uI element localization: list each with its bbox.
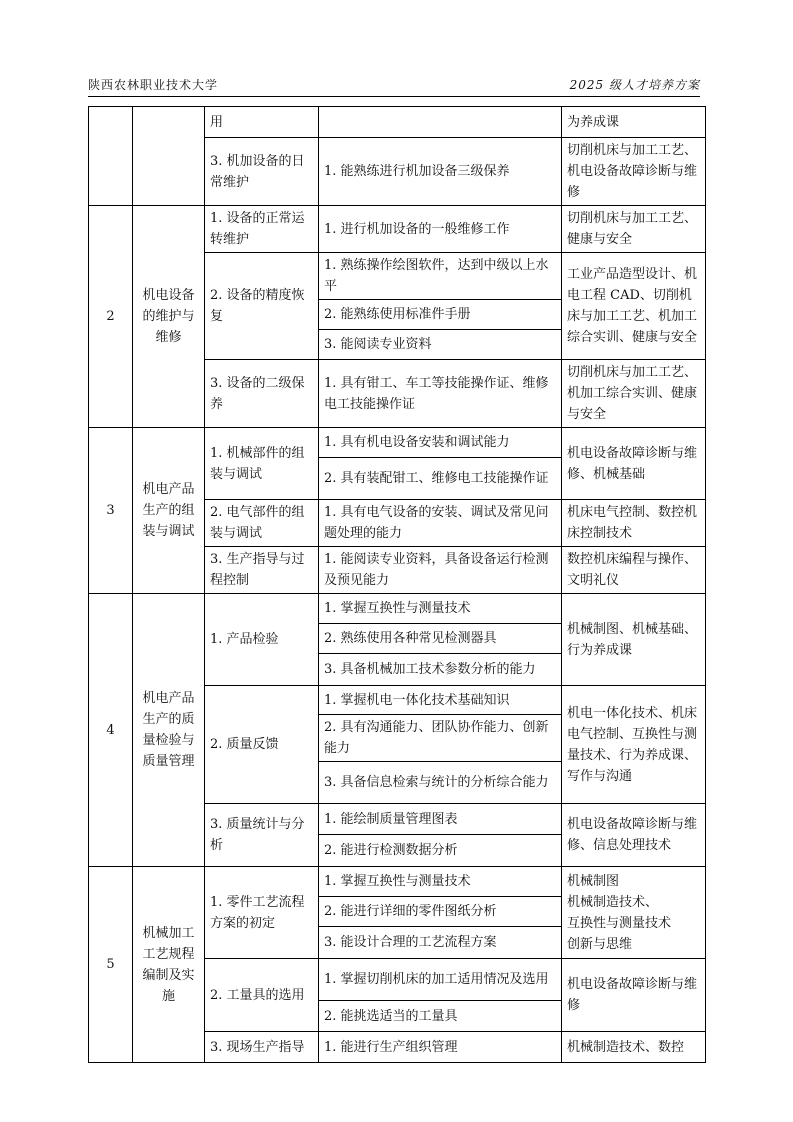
- course-cell: 机电一体化技术、机床电气控制、互换性与测量技术、行为养成课、写作与沟通: [562, 686, 706, 804]
- school-name: 陕西农林职业技术大学: [88, 78, 219, 92]
- work-area: [133, 107, 205, 206]
- skill-cell: 1. 能阅读专业资料，具备设备运行检测及预见能力: [319, 547, 562, 594]
- table-row: [89, 594, 706, 624]
- course-cell: 机械制造技术、数控: [562, 1032, 706, 1063]
- task-cell: 2. 质量反馈: [205, 686, 319, 804]
- competency-table: [88, 106, 706, 1063]
- skill-cell: 1. 能熟练进行机加设备三级保养: [319, 138, 562, 206]
- task-cell: 3. 现场生产指导: [205, 1032, 319, 1063]
- course-cell: 机电设备故障诊断与维修、信息处理技术: [562, 804, 706, 867]
- course-cell: 切削机床与加工工艺、机加工综合实训、健康与安全: [562, 360, 706, 428]
- skill-cell: 3. 能阅读专业资料: [319, 330, 562, 360]
- skill-cell: 2. 熟练使用各种常见检测器具: [319, 624, 562, 654]
- task-cell: 1. 设备的正常运转维护: [205, 206, 319, 253]
- course-cell: 切削机床与加工工艺、健康与安全: [562, 206, 706, 253]
- item-number: 2: [89, 206, 133, 428]
- skill-cell: 1. 掌握切削机床的加工适用情况及选用: [319, 959, 562, 1001]
- skill-cell: 3. 具备机械加工技术参数分析的能力: [319, 654, 562, 686]
- skill-cell: 3. 具备信息检索与统计的分析综合能力: [319, 762, 562, 804]
- skill-cell: 2. 能挑选适当的工量具: [319, 1001, 562, 1032]
- plan-title: 2025 级人才培养方案: [569, 78, 700, 92]
- item-number: 5: [89, 867, 133, 1063]
- header-rule: [88, 96, 700, 97]
- table-row: [89, 206, 706, 253]
- skill-cell: 1. 能进行生产组织管理: [319, 1032, 562, 1063]
- skill-cell: 3. 能设计合理的工艺流程方案: [319, 927, 562, 959]
- course-cell: 机械制图 机械制造技术、 互换性与测量技术 创新与思维: [562, 867, 706, 959]
- course-cell: 为养成课: [562, 107, 706, 138]
- skill-cell: 2. 具有沟通能力、团队协作能力、创新能力: [319, 715, 562, 762]
- skill-cell: 2. 能进行检测数据分析: [319, 835, 562, 867]
- task-cell: 3. 生产指导与过程控制: [205, 547, 319, 594]
- skill-cell: 1. 熟练操作绘图软件，达到中级以上水平: [319, 253, 562, 300]
- task-cell: 3. 质量统计与分析: [205, 804, 319, 867]
- table-row: [89, 428, 706, 458]
- course-cell: 机电设备故障诊断与维修、机械基础: [562, 428, 706, 500]
- work-area: 机电设备的维护与维修: [133, 206, 205, 428]
- work-area: 机械加工工艺规程编制及实施: [133, 867, 205, 1063]
- task-cell: 2. 电气部件的组装与调试: [205, 500, 319, 547]
- work-area: 机电产品生产的质量检验与质量管理: [133, 594, 205, 867]
- task-cell: 用: [205, 107, 319, 138]
- course-cell: 切削机床与加工工艺、机电设备故障诊断与维修: [562, 138, 706, 206]
- item-number: 3: [89, 428, 133, 594]
- course-cell: 数控机床编程与操作、文明礼仪: [562, 547, 706, 594]
- skill-cell: 2. 能熟练使用标准件手册: [319, 300, 562, 330]
- course-cell: 机械制图、机械基础、行为养成课: [562, 594, 706, 686]
- work-area: 机电产品生产的组装与调试: [133, 428, 205, 594]
- skill-cell: 1. 掌握互换性与测量技术: [319, 594, 562, 624]
- page-header: [88, 74, 700, 94]
- task-cell: 2. 设备的精度恢复: [205, 253, 319, 360]
- task-cell: 1. 零件工艺流程方案的初定: [205, 867, 319, 959]
- skill-cell: 1. 能绘制质量管理图表: [319, 804, 562, 835]
- course-cell: 机床电气控制、数控机床控制技术: [562, 500, 706, 547]
- skill-cell: [319, 107, 562, 138]
- task-cell: 2. 工量具的选用: [205, 959, 319, 1032]
- item-number: [89, 107, 133, 206]
- course-cell: 工业产品造型设计、机电工程 CAD、切削机床与加工工艺、机加工综合实训、健康与安全: [562, 253, 706, 360]
- task-cell: 1. 机械部件的组装与调试: [205, 428, 319, 500]
- course-cell: 机电设备故障诊断与维修: [562, 959, 706, 1032]
- skill-cell: 1. 具有钳工、车工等技能操作证、维修电工技能操作证: [319, 360, 562, 428]
- skill-cell: 1. 掌握互换性与测量技术: [319, 867, 562, 897]
- task-cell: 1. 产品检验: [205, 594, 319, 686]
- task-cell: 3. 机加设备的日常维护: [205, 138, 319, 206]
- skill-cell: 2. 能进行详细的零件图纸分析: [319, 897, 562, 927]
- table-row: [89, 107, 706, 138]
- skill-cell: 1. 具有机电设备安装和调试能力: [319, 428, 562, 458]
- task-cell: 3. 设备的二级保养: [205, 360, 319, 428]
- skill-cell: 1. 掌握机电一体化技术基础知识: [319, 686, 562, 715]
- item-number: 4: [89, 594, 133, 867]
- skill-cell: 1. 进行机加设备的一般维修工作: [319, 206, 562, 253]
- skill-cell: 1. 具有电气设备的安装、调试及常见问题处理的能力: [319, 500, 562, 547]
- skill-cell: 2. 具有装配钳工、维修电工技能操作证: [319, 458, 562, 500]
- table-row: [89, 867, 706, 897]
